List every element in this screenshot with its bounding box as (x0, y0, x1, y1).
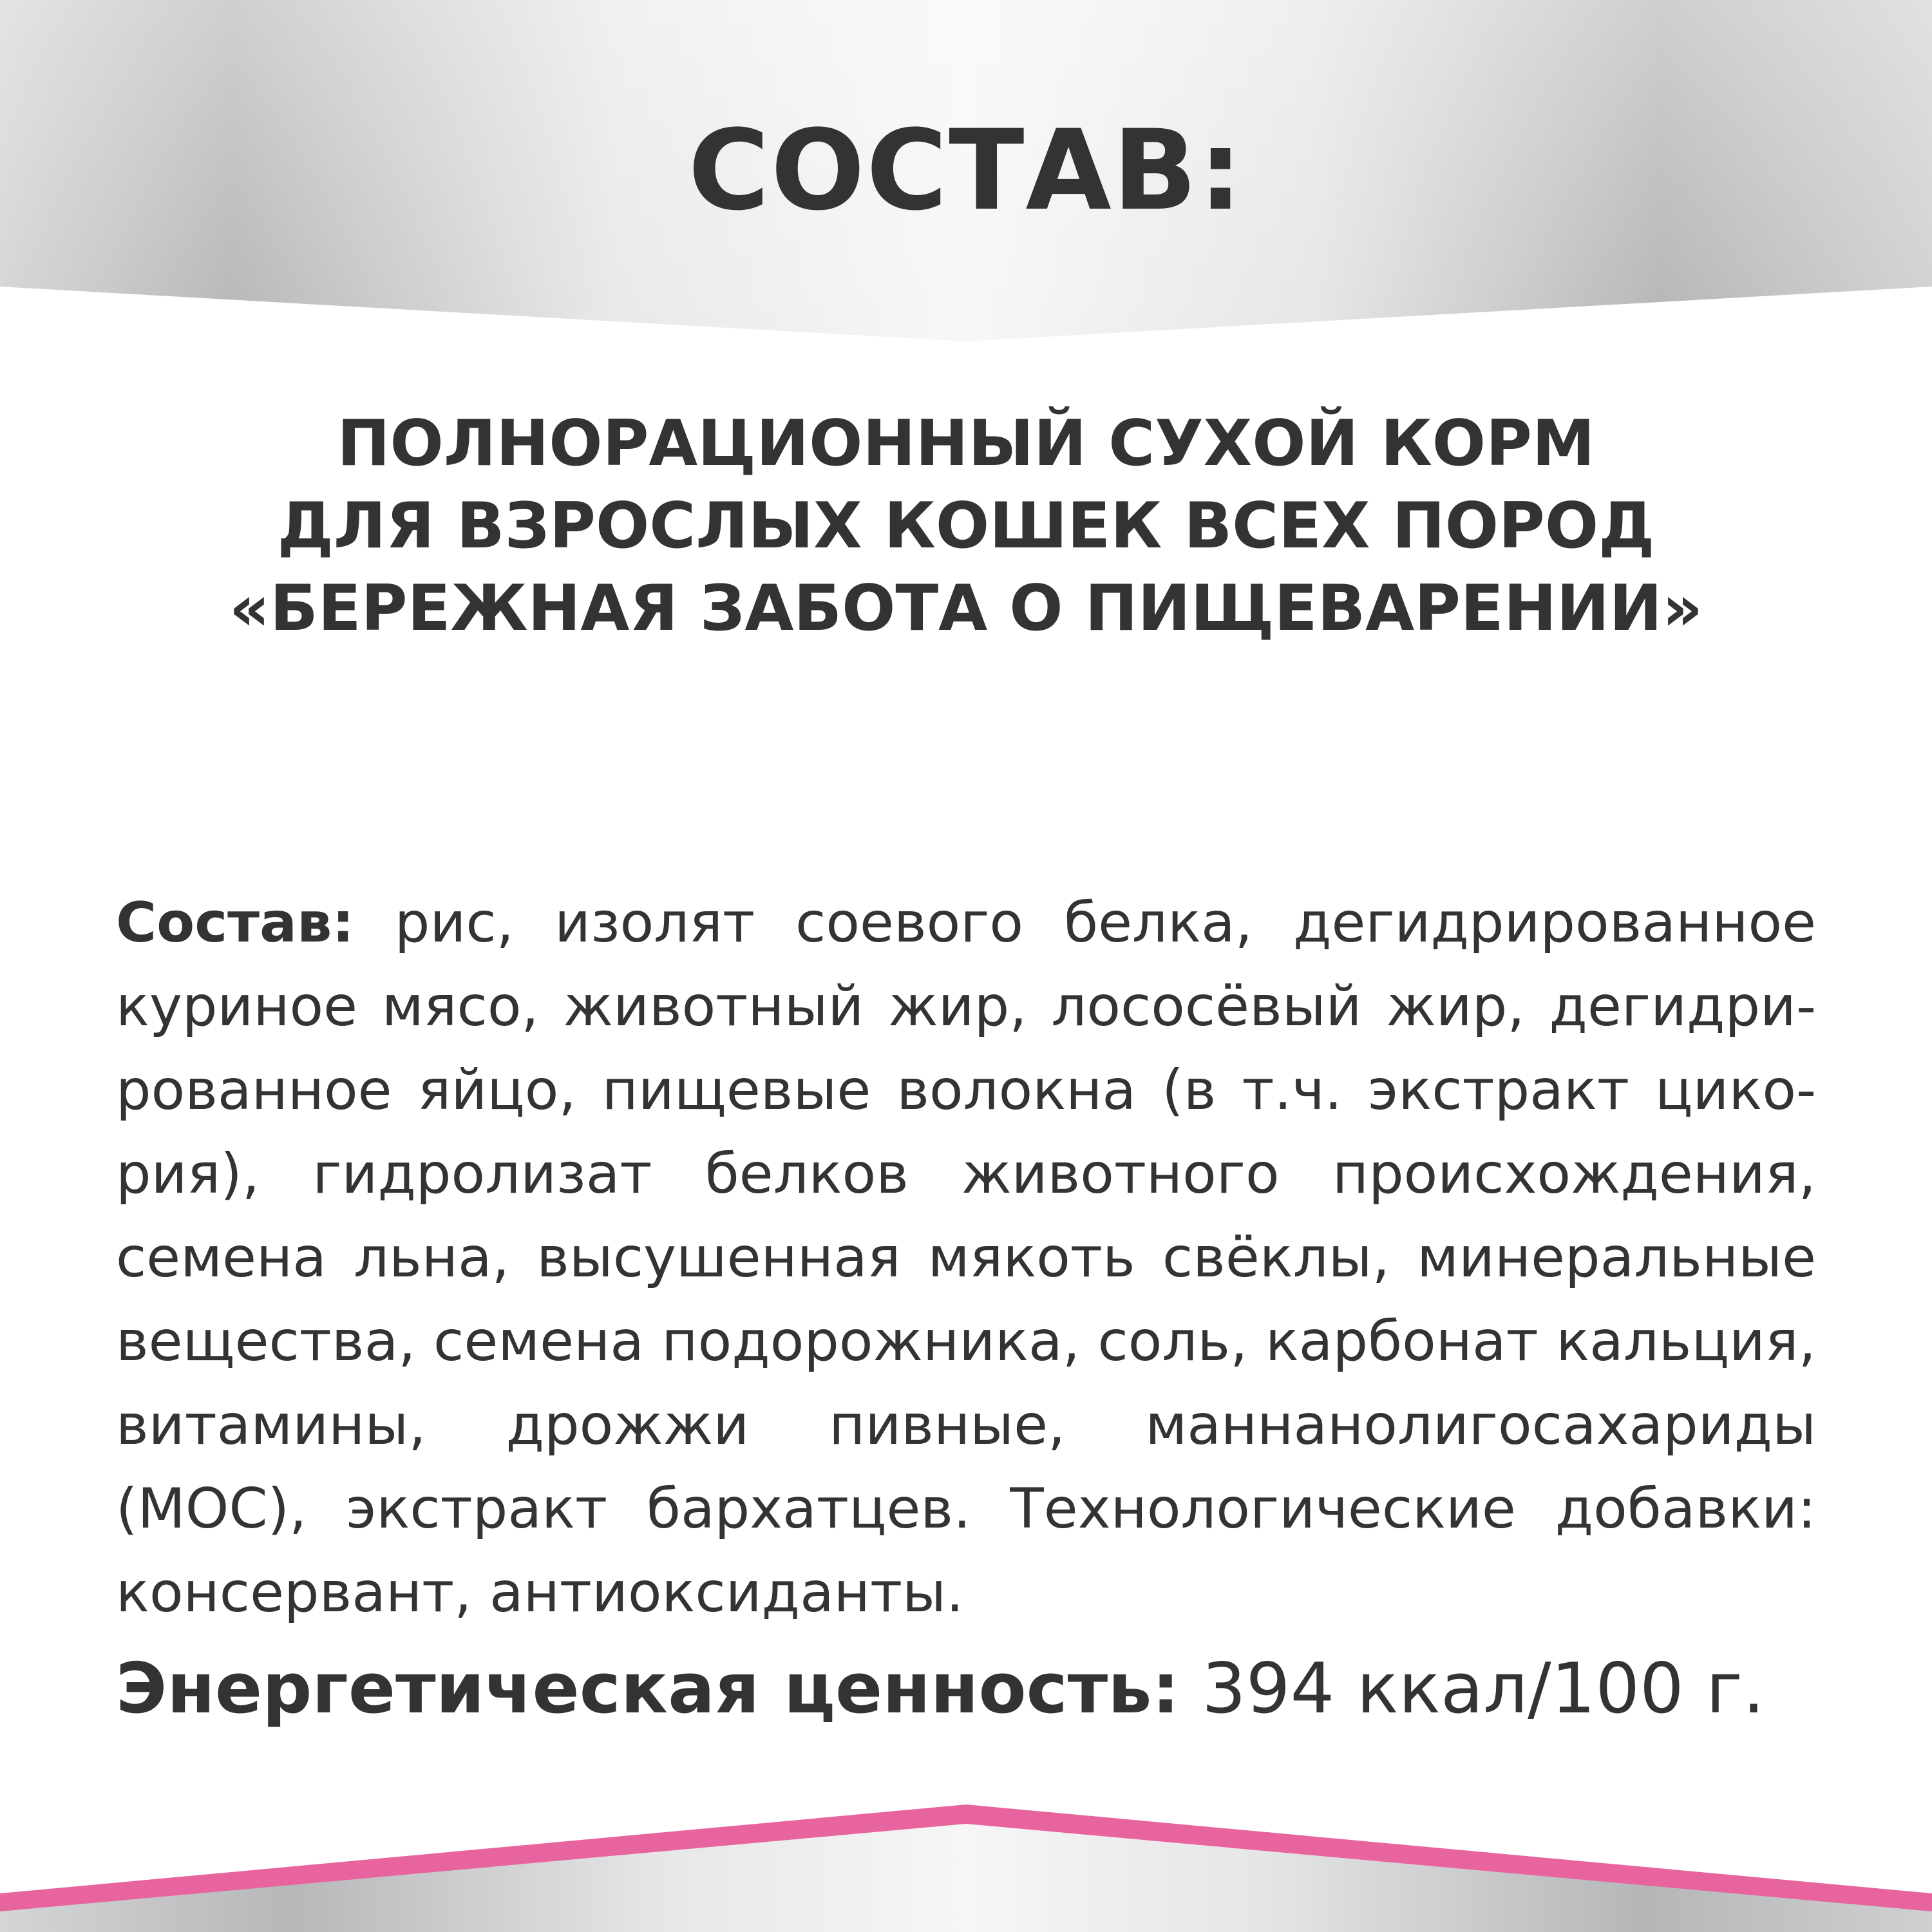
composition-paragraph (116, 881, 1816, 1634)
composition-text: рис, изолят соевого белка, дегидрированное куриное мясо, животный жир, лососёвый жир, дегидрированное яйцо, пищевые волокна (в т.ч. экстракт цикория), гидролизат белков животного происхождения, семена льна, высушенная мякоть свёклы, минеральные вещества, семена подорожника, соль, карбонат кальция, витамины, дрожжи пивные, маннанолигосахариды (МОС), экстракт бархатцев. Технологические добавки: консервант, антиоксиданты. (116, 891, 1816, 1625)
page-title: СОСТАВ: (688, 106, 1244, 235)
bottom-silver-pink-band (0, 1797, 1932, 1932)
subtitle-line-1: ПОЛНОРАЦИОННЫЙ СУХОЙ КОРМ (337, 407, 1595, 480)
energy-label: Энергетическая ценность: (116, 1649, 1180, 1729)
subtitle-line-2: ДЛЯ ВЗРОСЛЫХ КОШЕК ВСЕХ ПОРОД (277, 489, 1655, 563)
energy-value-line (116, 1647, 1816, 1731)
subtitle-line-3: «БЕРЕЖНАЯ ЗАБОТА О ПИЩЕВАРЕНИИ» (229, 572, 1703, 645)
energy-value: 394 ккал/100 г. (1202, 1649, 1765, 1729)
composition-label: Состав: (116, 891, 354, 955)
product-subtitle (0, 402, 1932, 650)
